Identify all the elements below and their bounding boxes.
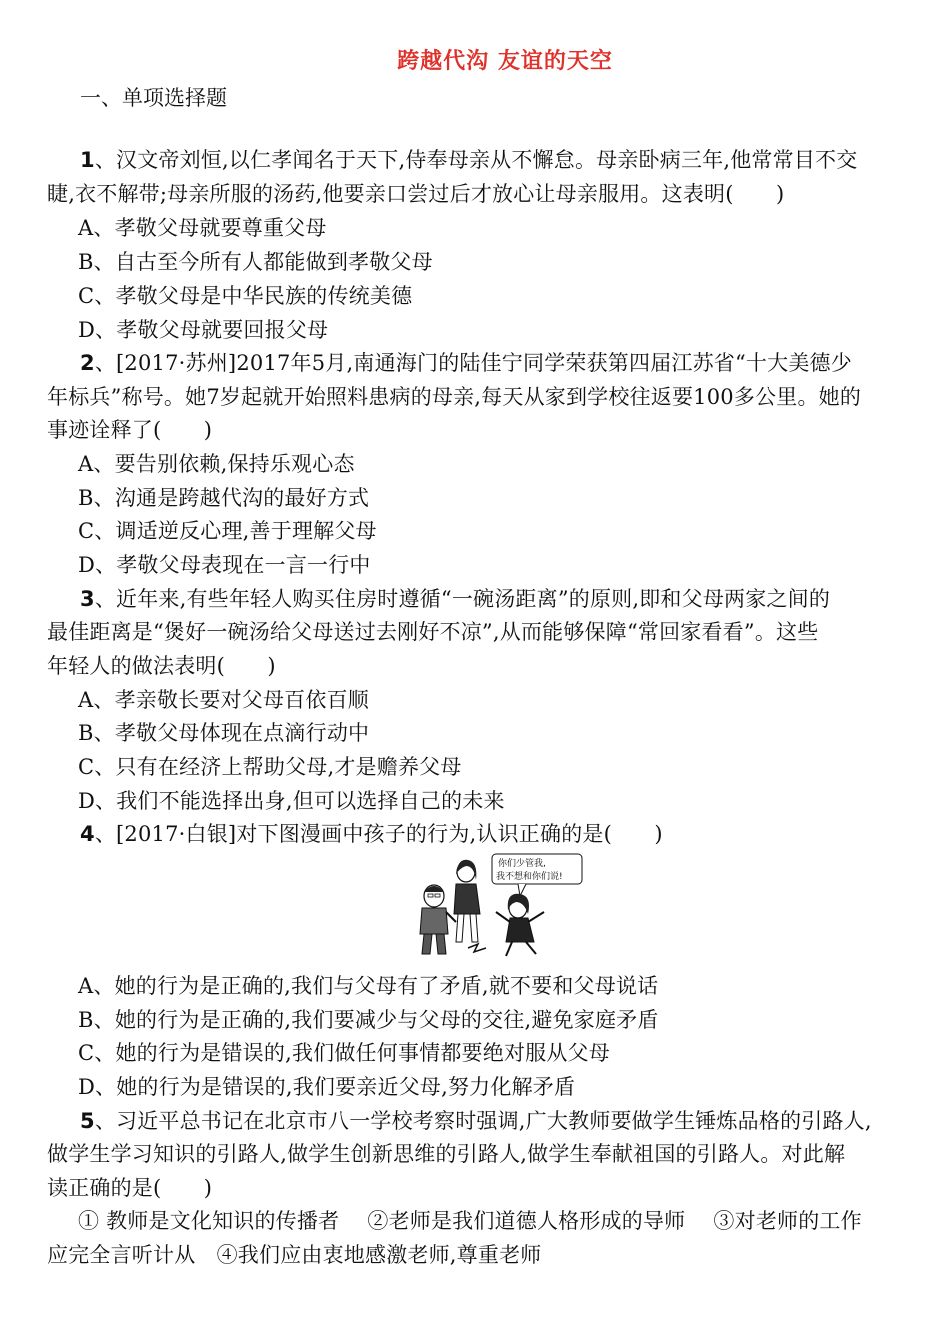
question-1-line-1: 1、汉文帝刘恒,以仁孝闻名于天下,侍奉母亲从不懈怠。母亲卧病三年,他常常目不交 <box>80 148 858 172</box>
motion-scribble <box>468 944 486 952</box>
question-4-line-1: 4、[2017·白银]对下图漫画中孩子的行为,认识正确的是( ) <box>80 822 663 846</box>
question-2-line-2: 年标兵”称号。她7岁起就开始照料患病的母亲,每天从家到学校往返要100多公里。她的 <box>47 385 862 409</box>
question-1-option-a: A、孝敬父母就要尊重父母 <box>78 216 327 240</box>
mother-figure <box>454 860 480 942</box>
question-1-option-c: C、孝敬父母是中华民族的传统美德 <box>78 284 413 308</box>
question-5-line-2: 做学生学习知识的引路人,做学生创新思维的引路人,做学生奉献祖国的引路人。对此解 <box>47 1142 846 1166</box>
question-2-option-b: B、沟通是跨越代沟的最好方式 <box>78 486 370 510</box>
question-1-line-2: 睫,衣不解带;母亲所服的汤药,他要亲口尝过后才放心让母亲服用。这表明( ) <box>47 182 785 206</box>
question-4-option-d: D、她的行为是错误的,我们要亲近父母,努力化解矛盾 <box>78 1075 576 1099</box>
question-3-line-3: 年轻人的做法表明( ) <box>47 654 276 678</box>
question-5-line-1: 5、习近平总书记在北京市八一学校考察时强调,广大教师要做学生锤炼品格的引路人, <box>80 1109 872 1133</box>
question-4-option-c: C、她的行为是错误的,我们做任何事情都要绝对服从父母 <box>78 1041 610 1065</box>
daughter-figure <box>496 894 544 956</box>
question-1-option-d: D、孝敬父母就要回报父母 <box>78 318 329 342</box>
question-3-line-2: 最佳距离是“煲好一碗汤给父母送过去刚好不凉”,从而能够保障“常回家看看”。这些 <box>47 620 819 644</box>
question-2-option-a: A、要告别依赖,保持乐观心态 <box>78 452 355 476</box>
father-figure <box>420 885 456 954</box>
question-2-line-1: 2、[2017·苏州]2017年5月,南通海门的陆佳宁同学荣获第四届江苏省“十大美德少 <box>80 351 852 375</box>
document-title: 跨越代沟 友谊的天空 <box>397 49 613 74</box>
question-5-line-3: 读正确的是( ) <box>47 1176 213 1200</box>
question-2-option-d: D、孝敬父母表现在一言一行中 <box>78 553 371 577</box>
question-2-option-c: C、调适逆反心理,善于理解父母 <box>78 519 377 543</box>
question-3-option-c: C、只有在经济上帮助父母,才是赡养父母 <box>78 755 462 779</box>
cartoon-illustration <box>408 852 586 960</box>
question-3-option-d: D、我们不能选择出身,但可以选择自己的未来 <box>78 789 505 813</box>
question-3-option-a: A、孝亲敬长要对父母百依百顺 <box>78 688 369 712</box>
question-4-option-a: A、她的行为是正确的,我们与父母有了矛盾,就不要和父母说话 <box>78 974 659 998</box>
question-5-option-line-1: ① 教师是文化知识的传播者 ②老师是我们道德人格形成的导师 ③对老师的工作 <box>78 1209 862 1233</box>
speech-bubble-line-2: 我不想和你们说! <box>496 872 563 882</box>
section-heading: 一、单项选择题 <box>80 86 227 110</box>
question-3-option-b: B、孝敬父母体现在点滴行动中 <box>78 721 370 745</box>
question-2-line-3: 事迹诠释了( ) <box>47 418 213 442</box>
question-5-option-line-2: 应完全言听计从 ④我们应由衷地感激老师,尊重老师 <box>47 1243 542 1267</box>
question-3-line-1: 3、近年来,有些年轻人购买住房时遵循“一碗汤距离”的原则,即和父母两家之间的 <box>80 587 831 611</box>
question-1-option-b: B、自古至今所有人都能做到孝敬父母 <box>78 250 433 274</box>
speech-bubble-line-1: 你们少管我, <box>498 859 546 869</box>
question-4-option-b: B、她的行为是正确的,我们要减少与父母的交往,避免家庭矛盾 <box>78 1008 659 1032</box>
